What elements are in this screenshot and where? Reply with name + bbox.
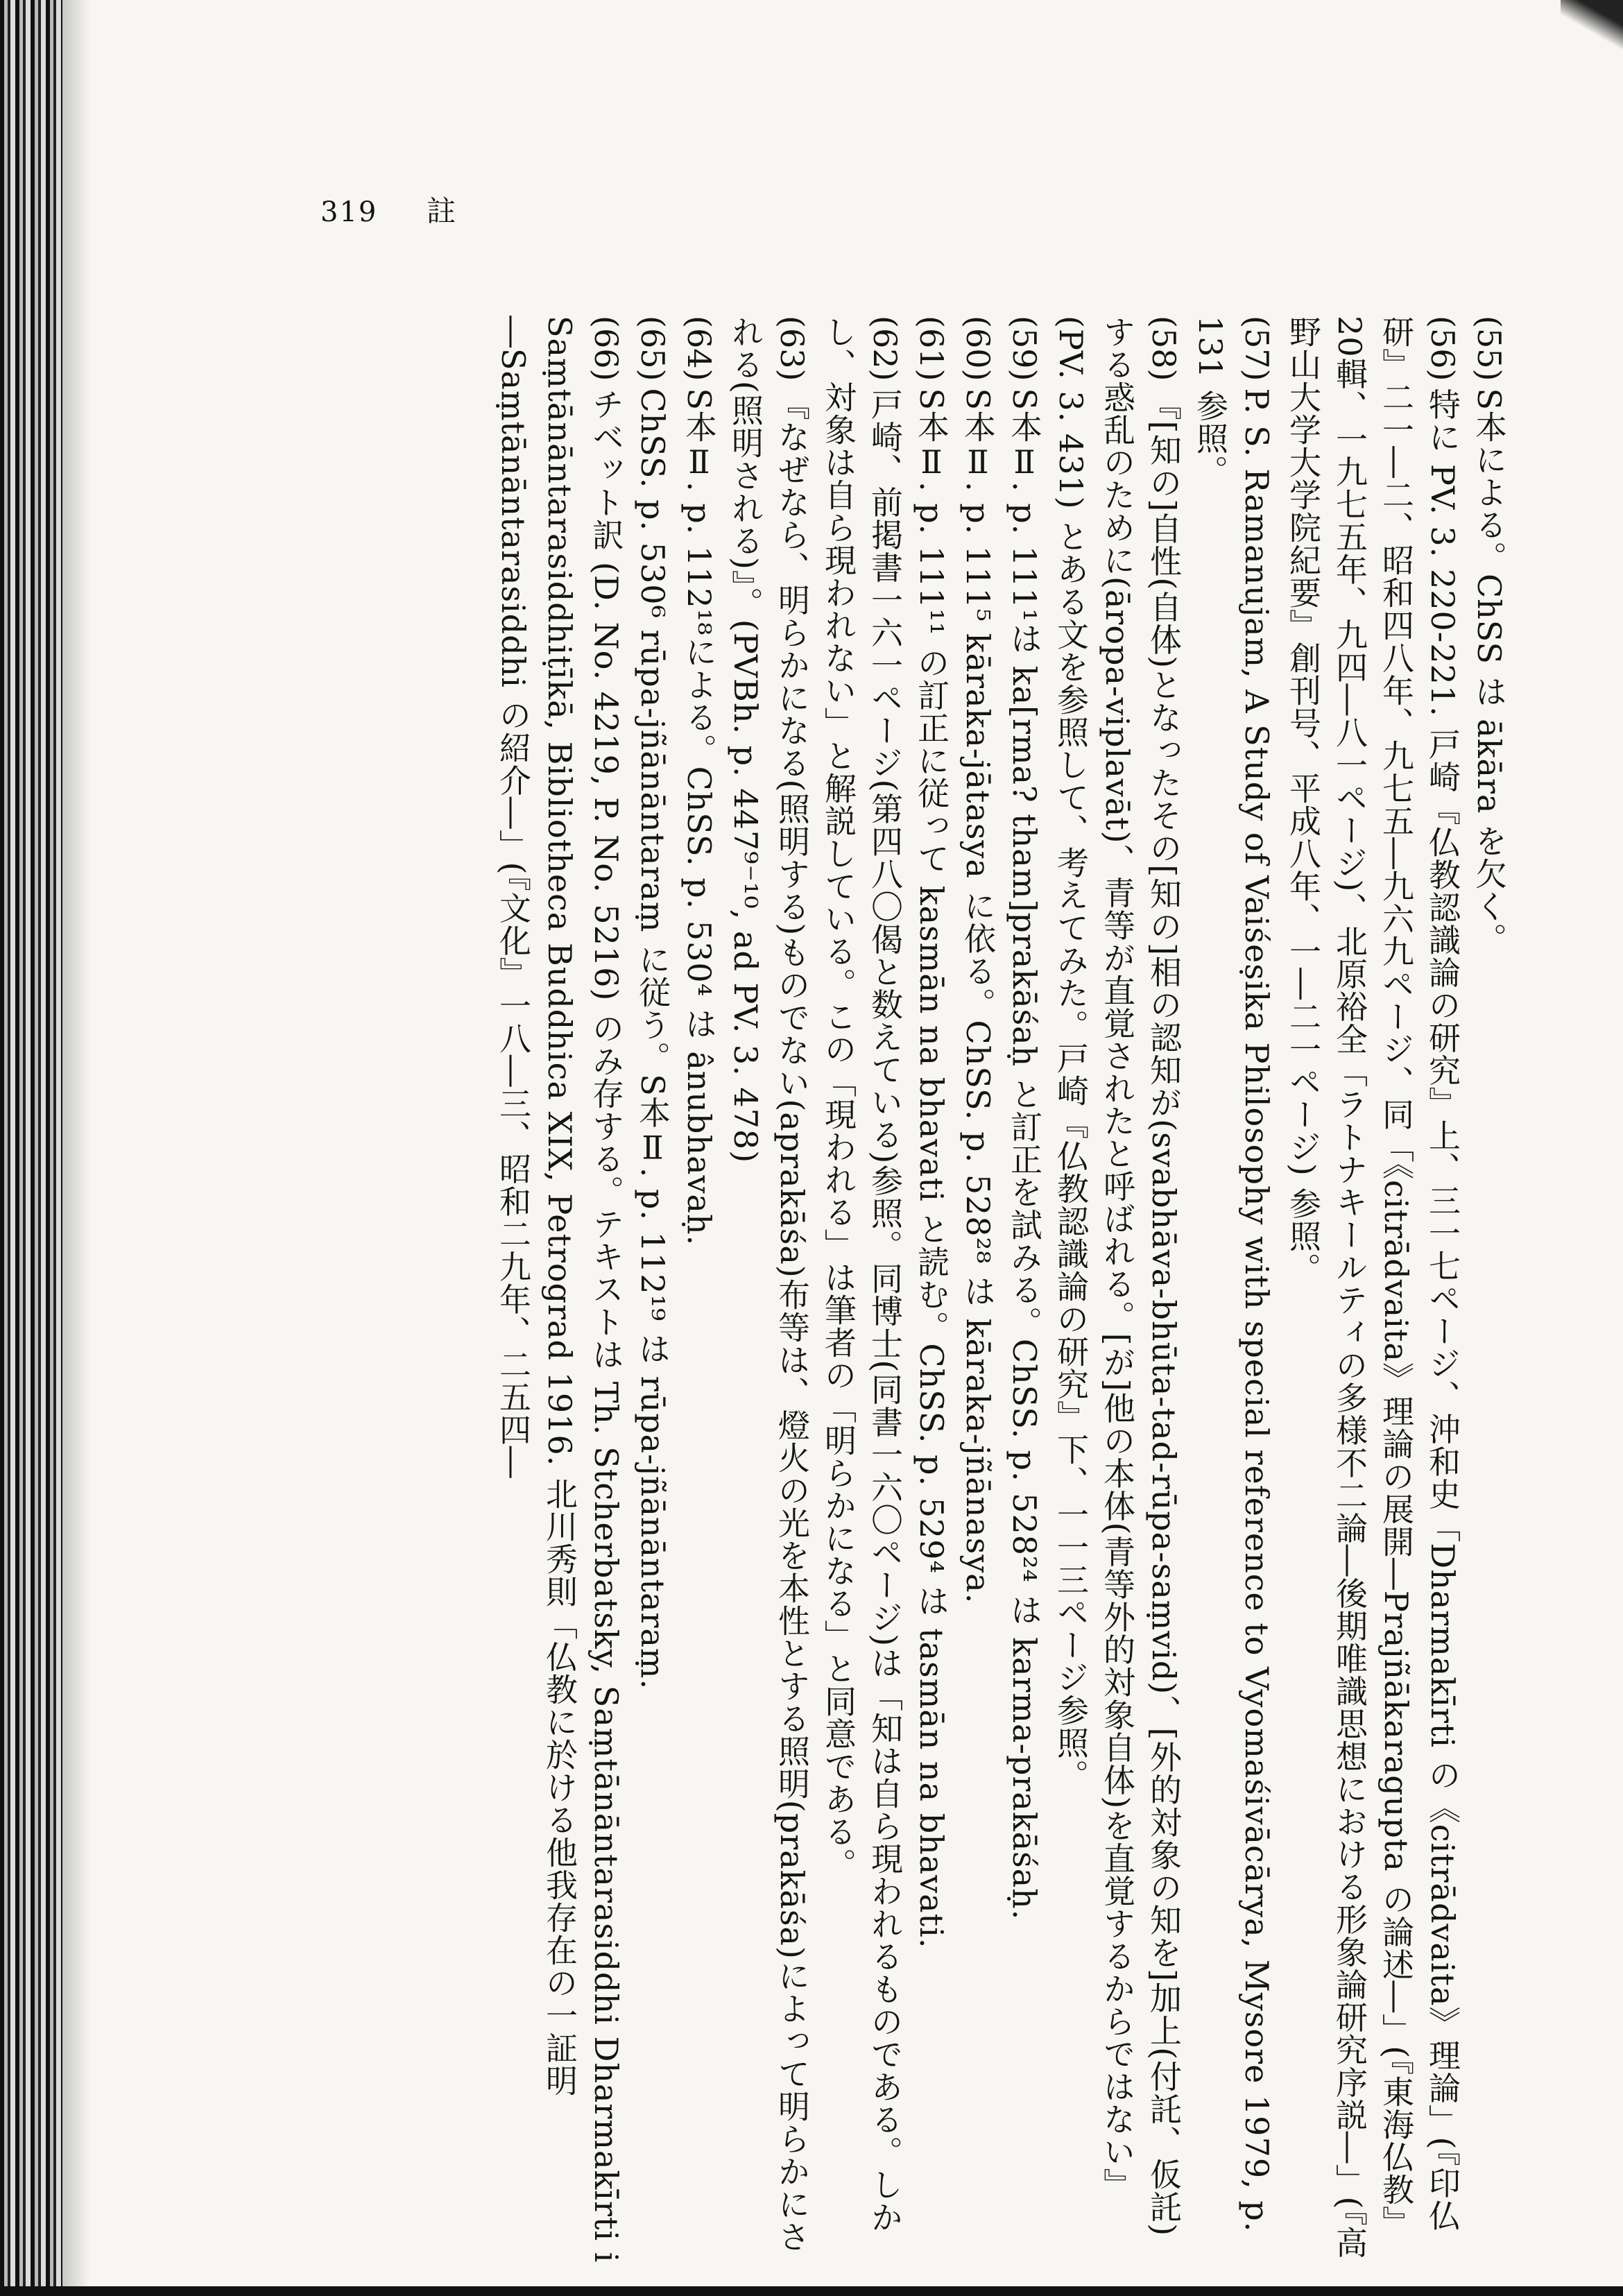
note-number: (65) bbox=[634, 316, 671, 382]
page-header bbox=[320, 189, 457, 230]
notes-body bbox=[291, 316, 1512, 2265]
scan-binding-shadow bbox=[0, 0, 62, 2296]
note-66 bbox=[490, 316, 629, 2265]
note-number: (62) bbox=[866, 316, 904, 382]
note-number: (58) bbox=[1145, 316, 1183, 382]
note-59 bbox=[1001, 316, 1047, 2265]
note-number: (66) bbox=[587, 316, 625, 382]
note-text: S本による。ChSS は ākāra を欠く。 bbox=[1470, 388, 1508, 955]
note-64 bbox=[676, 316, 722, 2265]
note-text: S本Ⅱ. p. 111¹¹ の訂正に従って kasmān na bhavati と読む。ChSS. p. 529⁴ は tasmān na bhavati. bbox=[913, 388, 950, 1949]
note-58 bbox=[1047, 316, 1187, 2265]
note-text: S本Ⅱ. p. 111¹は ka[rma? tham]prakāśaḥ と訂正を試みる。ChSS. p. 528²⁴ は karma-prakāśaḥ. bbox=[1006, 388, 1043, 1921]
section-title: 註 bbox=[427, 194, 458, 228]
note-number: (57) bbox=[1238, 316, 1276, 382]
note-65 bbox=[629, 316, 676, 2265]
note-55 bbox=[1466, 316, 1512, 2265]
note-text: 戸崎、前掲書一六一ページ(第四八〇偈と数えている)参照。同博士(同書一六〇ページ)は「知は自ら現われるものである。しかし、対象は自ら現われない」と解説している。この「現われる」は筆者の「明らかになる」と同意である。 bbox=[820, 316, 904, 2234]
note-61 bbox=[908, 316, 954, 2265]
note-63 bbox=[722, 316, 815, 2265]
note-number: (56) bbox=[1424, 316, 1461, 382]
note-57 bbox=[1187, 316, 1280, 2265]
note-text: ChSS. p. 530⁶ rūpa-jñānāntaraṃ に従う。S本Ⅱ. p. 112¹⁹ は rūpa-jñānāntaraṃ. bbox=[634, 388, 671, 1690]
note-text: S本Ⅱ. p. 111⁵ kāraka-jātasya に依る。ChSS. p. 528²⁸ は kāraka-jñānasya. bbox=[959, 388, 997, 1604]
scan-binding-fade bbox=[62, 0, 90, 2296]
note-text: 『なぜなら、明らかになる(照明する)ものでない(aprakāśa)布等は、燈火の光を本性とする照明(prakāśa)によって明らかにされる(照明される)』。(PVBh. p. 447⁹⁻¹⁰, ad PV. 3. 478) bbox=[727, 316, 811, 2253]
note-number: (64) bbox=[680, 316, 718, 382]
note-62 bbox=[815, 316, 908, 2265]
note-number: (59) bbox=[1006, 316, 1043, 382]
note-number: (60) bbox=[959, 316, 997, 382]
note-number: (61) bbox=[913, 316, 950, 382]
note-text: チベット訳 (D. No. 4219, P. No. 5216) のみ存する。テキストは Th. Stcherbatsky, Saṃtānāntarasiddhi Dharmakīrti i Saṃtānāntarasiddhiṭīkā, Bibliotheca Buddhica XIX, Petrograd 1916. 北川秀則「仏教に於ける他我存在の一証明―Saṃtānāntarasiddhi の紹介―」(『文化』一八―三、昭和二九年、二五四― bbox=[495, 316, 625, 2263]
note-text: S本Ⅱ. p. 112¹⁸による。ChSS. p. 530⁴ は ânubhavaḥ. bbox=[680, 388, 718, 1246]
note-number: (63) bbox=[773, 316, 811, 382]
note-text: 『[知の]自性(自体)となったその[知の]相の認知が(svabhāva-bhūta-tad-rūpa-saṃvid)、[外的対象の知を]加上(付託、仮託)する惑乱のために(āropa-viplavāt)、青等が直覚されたと呼ばれる。[が]他の本体(青等外的対象自体)を直覚するからではない』(PV. 3. 431) とある文を参照して、考えてみた。戸崎『仏教認識論の研究』下、一一三ページ参照。 bbox=[1052, 316, 1183, 2237]
scan-bottom-edge bbox=[0, 2286, 1623, 2296]
note-text: 特に PV. 3. 220-221. 戸崎『仏教認識論の研究』上、三一七ページ、沖和史「Dharmakīrti の《citrādvaita》理論」(『印仏研』二一―二、昭和四八年、九七五―九六九ページ、同「《citrādvaita》理論の展開―Prajñākaragupta の論述―」(『東海仏教』20輯、一九七五年、九四―八一ページ)、北原裕全「ラトナキールティの多様不二論―後期唯識思想における形象論研究序説―」(『高野山大学大学院紀要』創刊号、平成八年、一―二一ページ) 参照。 bbox=[1285, 316, 1461, 2259]
note-56 bbox=[1280, 316, 1466, 2265]
scan-corner-mark bbox=[1561, 0, 1623, 49]
page-number: 319 bbox=[320, 196, 378, 228]
note-text: P. S. Ramanujam, A Study of Vaiśeṣika Philosophy with special reference to Vyomaśivācārya, Mysore 1979, p. 131 参照。 bbox=[1192, 316, 1276, 2233]
note-number: (55) bbox=[1470, 316, 1508, 382]
note-60 bbox=[954, 316, 1001, 2265]
